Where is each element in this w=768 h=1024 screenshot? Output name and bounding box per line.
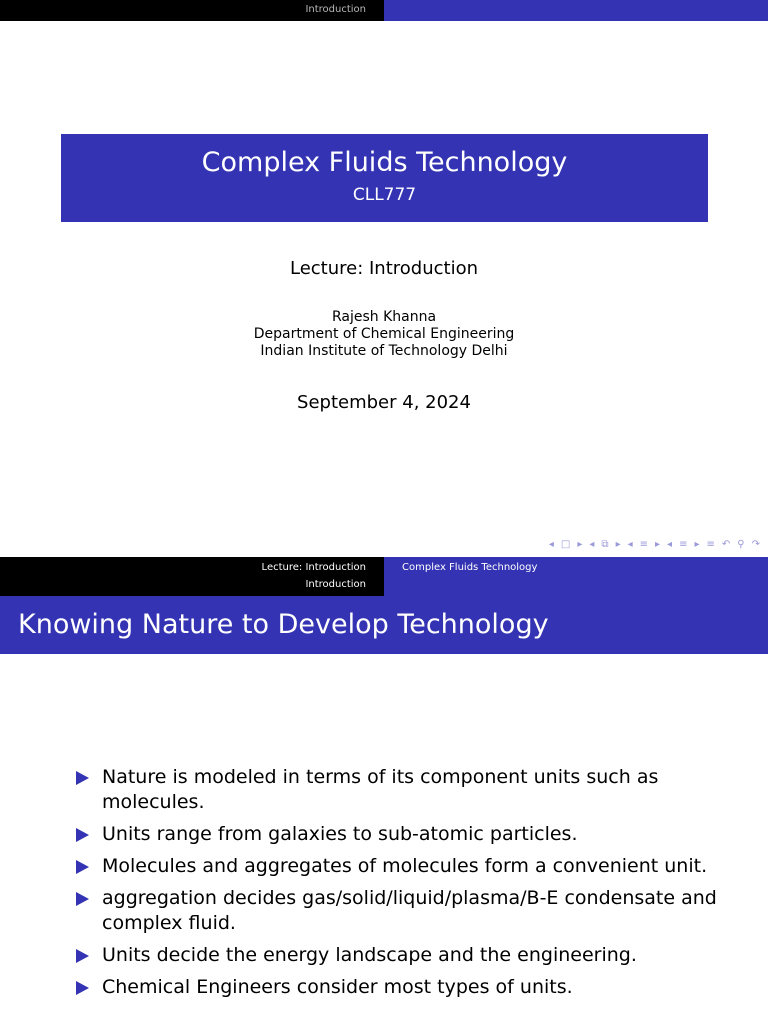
headline-lecture[interactable]: Lecture: Introduction (261, 562, 366, 573)
author-institute: Indian Institute of Technology Delhi (260, 343, 508, 359)
bullet-text: Molecules and aggregates of molecules form a convenient unit. (102, 855, 708, 877)
list-item (76, 854, 736, 879)
list-item (76, 886, 736, 936)
nav-section-right-icon[interactable]: ▸ (655, 539, 661, 550)
bullet-triangle-icon (76, 828, 89, 842)
list-item (76, 975, 736, 1000)
list-item (76, 943, 736, 968)
lecture-subtitle: Lecture: Introduction (289, 258, 478, 279)
nav-subsection-list-icon[interactable]: ≡ (679, 539, 688, 550)
bullet-triangle-icon (76, 981, 89, 995)
bullet-text: Nature is modeled in terms of its component units such as molecules. (102, 766, 659, 813)
nav-frame-right-icon[interactable]: ▸ (577, 539, 583, 550)
author-department: Department of Chemical Engineering (253, 326, 515, 342)
bullet-triangle-icon (76, 860, 89, 874)
presentation-date: September 4, 2024 (297, 392, 471, 413)
headline-right (384, 557, 768, 596)
slide-headline (0, 557, 768, 596)
list-item (76, 765, 736, 815)
bullet-text: aggregation decides gas/solid/liquid/plasma/B-E condensate and complex fluid. (102, 887, 717, 934)
bullet-triangle-icon (76, 771, 89, 785)
nav-back-icon[interactable]: ↶ (721, 539, 731, 550)
bullet-text: Chemical Engineers consider most types of units. (102, 976, 573, 998)
nav-doc-icon[interactable]: ≡ (706, 539, 715, 550)
headline-blue-bar (384, 0, 768, 21)
author-name: Rajesh Khanna (331, 309, 437, 325)
bullet-triangle-icon (76, 892, 89, 906)
nav-subsection-next-icon[interactable]: ▸ (694, 539, 700, 550)
nav-subsection-left-icon[interactable]: ◂ (589, 539, 595, 550)
nav-frame-icon[interactable]: □ (560, 539, 571, 550)
nav-subsection-prev-icon[interactable]: ◂ (667, 539, 673, 550)
bullet-text: Units decide the energy landscape and the engineering. (102, 944, 637, 966)
list-item (76, 822, 736, 847)
course-code: CLL777 (352, 185, 417, 205)
frame-title: Knowing Nature to Develop Technology (0, 596, 768, 654)
nav-section-icon[interactable]: ≡ (639, 539, 649, 550)
navigation-symbols (549, 539, 760, 551)
headline-section[interactable]: Introduction (305, 579, 366, 590)
content-slide (0, 557, 768, 1024)
nav-search-icon[interactable]: ⚲ (737, 539, 745, 550)
presentation-title: Complex Fluids Technology (201, 147, 568, 178)
bullet-list (76, 765, 736, 1007)
bullet-triangle-icon (76, 949, 89, 963)
nav-forward-icon[interactable]: ↷ (751, 539, 760, 550)
slide-headline (0, 0, 768, 21)
nav-subsection-icon[interactable]: ⧉ (601, 539, 609, 550)
nav-frame-left-icon[interactable]: ◂ (548, 539, 554, 550)
headline-left (0, 557, 384, 596)
bullet-text: Units range from galaxies to sub-atomic particles. (102, 823, 578, 845)
headline-title[interactable]: Complex Fluids Technology (402, 562, 538, 573)
nav-subsection-right-icon[interactable]: ▸ (615, 539, 621, 550)
nav-section-left-icon[interactable]: ◂ (627, 539, 633, 550)
author-block (0, 309, 768, 360)
title-box (61, 134, 708, 222)
headline-section[interactable]: Introduction (0, 0, 384, 21)
